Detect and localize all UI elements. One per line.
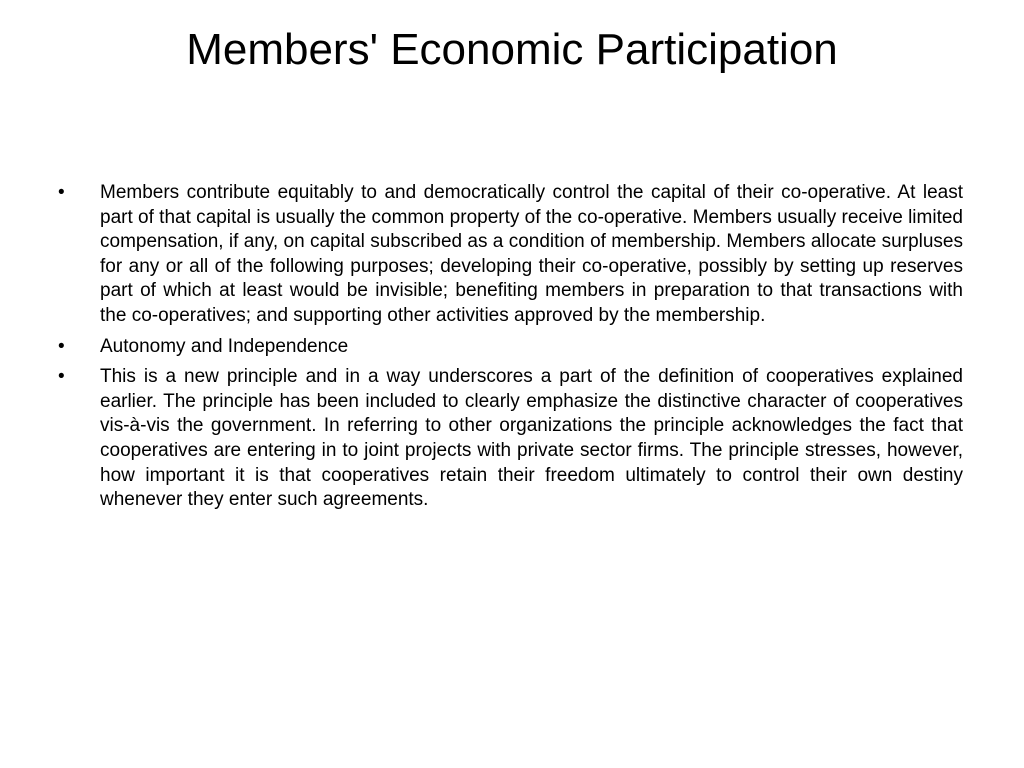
- slide-title: Members' Economic Participation: [186, 25, 838, 74]
- bullet-item: [58, 335, 963, 360]
- bullet-text: This is a new principle and in a way underscores a part of the definition of cooperatives explained earlier. The principle has been included to clearly emphasize the distinctive character of cooperatives vis-à-vis the government. In referring to other organizations the principle acknowledges the fact that cooperatives are entering in to joint projects with private sector firms. The principle stresses, however, how important it is that cooperatives retain their freedom ultimately to control their own destiny whenever they enter such agreements.: [100, 366, 963, 511]
- bullet-dot-icon: •: [58, 335, 65, 357]
- bullet-item: [58, 181, 963, 329]
- bullet-dot-icon: •: [58, 182, 65, 203]
- bullet-text: Members contribute equitably to and democratically control the capital of their co-operative. At least part of that capital is usually the common property of the co-operative. Members usually receive limited compensation, if any, on capital subscribed as a condition of membership. Members allocate surpluses for any or all of the following purposes; developing their co-operative, possibly by setting up reserves part of which at least would be invisible; benefiting members in preparation to that transactions with the co-operatives; and supporting other activities approved by the membership.: [100, 182, 963, 326]
- bullet-dot-icon: •: [58, 366, 65, 388]
- bullet-list: [58, 181, 963, 519]
- bullet-item: [58, 365, 963, 513]
- bullet-text: Autonomy and Independence: [100, 335, 349, 357]
